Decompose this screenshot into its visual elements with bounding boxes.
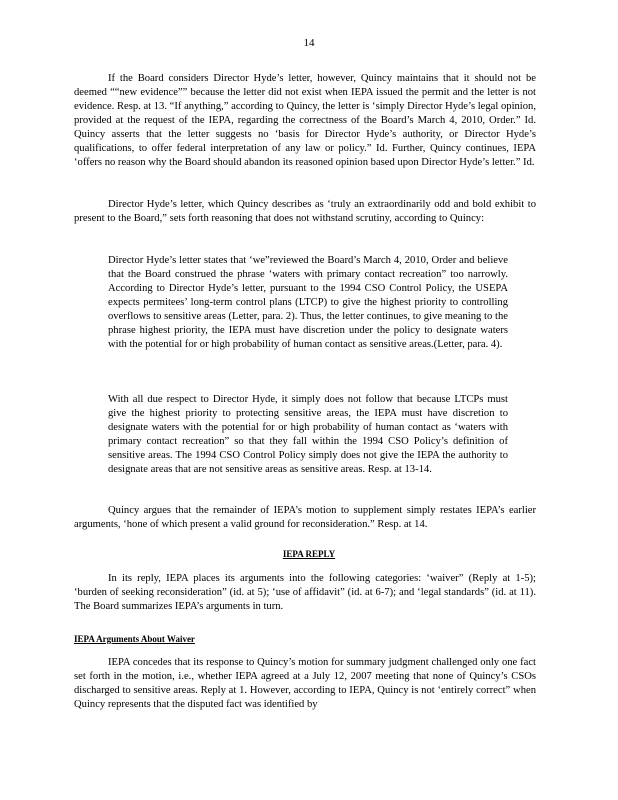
paragraph-iepa-reply-categories: In its reply, IEPA places its arguments into the following categories: ‘waiver” (Reply at 1-5); ‘burden of seeking reconsideration” (id. at 5); ‘use of affidavit” (id. at 6-7); and ‘legal standards” (id. at 11). The Board summarizes IEPA’s arguments in turn.	[74, 573, 536, 612]
heading-iepa-arguments-waiver: IEPA Arguments About Waiver	[74, 634, 195, 644]
paragraph-hyde-letter-new-evidence: If the Board considers Director Hyde’s letter, however, Quincy maintains that it should not be deemed ““new evidence”” because the letter did not exist when IEPA issued the permit and the letter is not evidence. Resp. at 13. “If anything,” according to Quincy, the letter is ‘simply Director Hyde’s legal opinion, provided at the request of the IEPA, regarding the correctness of the Board’s March 4, 2010, Order.” Id. Quincy asserts that the letter suggests no ‘basis for Director Hyde’s authority, or Director Hyde’s qualifications, to offer federal interpretation of any law or policy.” Id. Further, Quincy continues, IEPA ‘offers no reason why the Board should abandon its reasoned opinion based upon Director Hyde’s letter.” Id.	[74, 73, 536, 168]
block-quote-due-respect: With all due respect to Director Hyde, it simply does not follow that because LTCPs must give the highest priority to protecting sensitive areas, the IEPA must have discretion to designate waters with the potential for or high probability of human contact as ‘waters with primary contact recreation” so that they fall within the 1994 CSO Policy’s definition of sensitive areas. The 1994 CSO Control Policy simply does not give the IEPA the authority to designate areas that are not sensitive areas as sensitive areas. Resp. at 13-14.	[108, 394, 508, 475]
page-number: 14	[303, 37, 315, 49]
block-quote-hyde-letter: Director Hyde’s letter states that ‘we”reviewed the Board’s March 4, 2010, Order and believe that the Board construed the phrase ‘waters with primary contact recreation” too narrowly. According to Director Hyde’s letter, pursuant to the 1994 CSO Control Policy, the USEPA expects permitees’ long-term control plans (LTCP) to give the highest priority to controlling overflows to sensitive areas (Letter, para. 2). Thus, the letter continues, to give meaning to the phrase highest priority, the IEPA must have discretion under the policy to designate waters with the potential for or high probability of human contact as sensitive areas.(Letter, para. 4).	[108, 255, 508, 350]
paragraph-quincy-describes-letter: Director Hyde’s letter, which Quincy describes as ‘truly an extraordinarily odd and bold exhibit to present to the Board,” sets forth reasoning that does not withstand scrutiny, according to Quincy:	[74, 199, 536, 224]
paragraph-quincy-argues-remainder: Quincy argues that the remainder of IEPA’s motion to supplement simply restates IEPA’s earlier arguments, ‘hone of which present a valid ground for reconsideration.” Resp. at 14.	[74, 505, 536, 530]
paragraph-iepa-concedes: IEPA concedes that its response to Quincy’s motion for summary judgment challenged only one fact set forth in the motion, i.e., whether IEPA agreed at a July 12, 2007 meeting that none of Quincy’s CSOs discharged to sensitive areas. Reply at 1. However, according to IEPA, Quincy is not ‘entirely correct” when Quincy represents that the disputed fact was identified by	[74, 657, 536, 710]
heading-iepa-reply: IEPA REPLY	[282, 549, 336, 559]
